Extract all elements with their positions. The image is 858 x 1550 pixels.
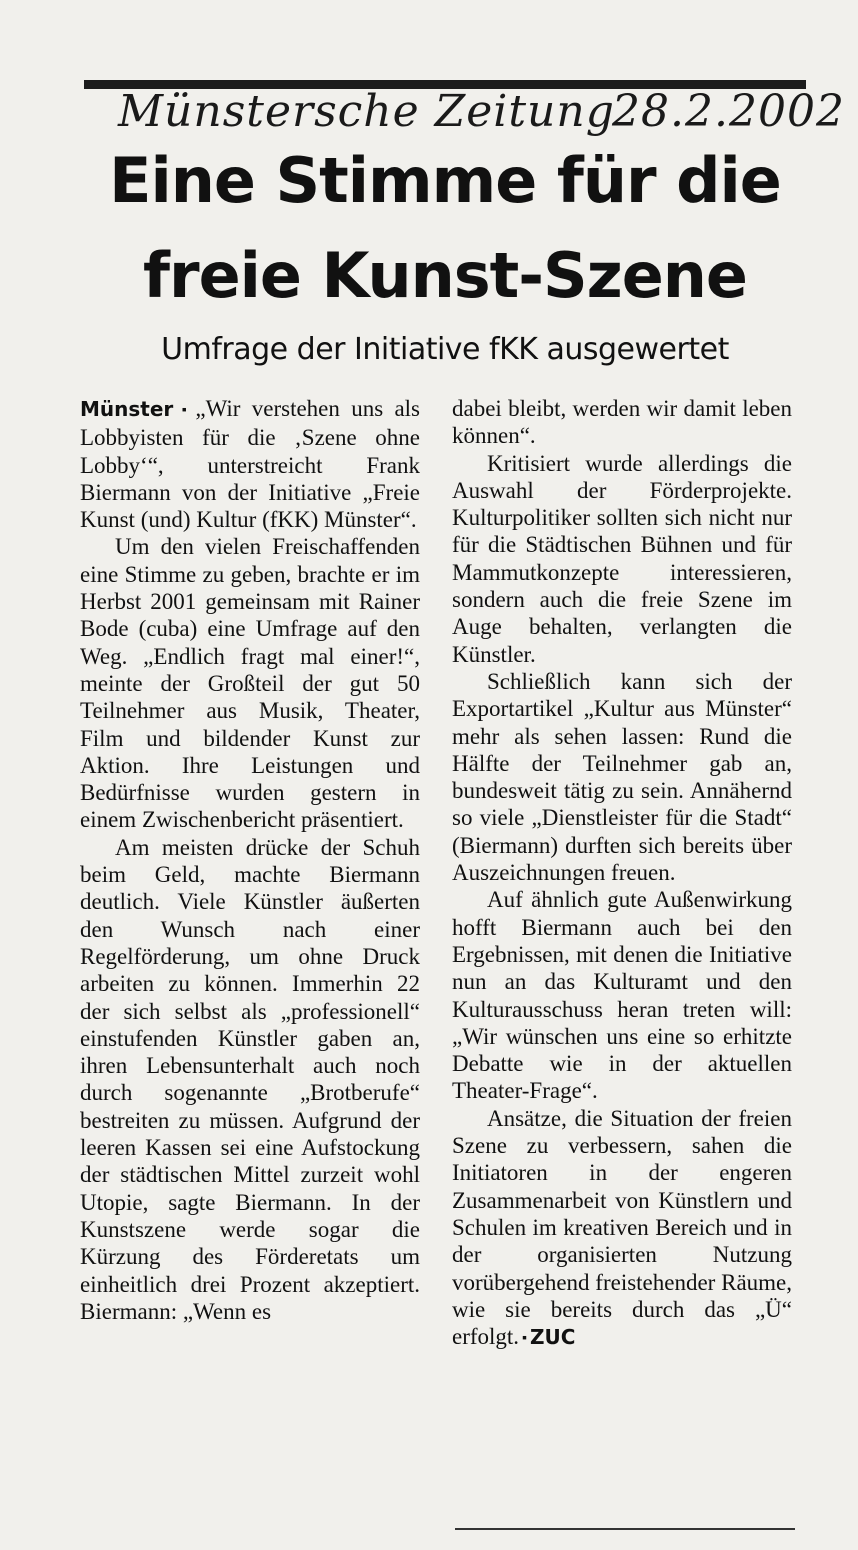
dateline: Münster [80,397,174,421]
article-paragraph: Schließlich kann sich der Exportartikel „Kultur aus Münster“ mehr als sehen lassen: Rund die Hälfte der Teilnehmer gab an, bundesweit tätig zu sein. Annähernd so viele „Dienstleister für die Stadt“ (Biermann) durften sich bereits über Auszeichnungen freuen. [452,668,792,886]
handwritten-date-note: 28.2.2002 [612,86,845,137]
author-tag: ZUC [530,1325,576,1350]
paragraph-text: Ansätze, die Situation der freien Szene zu verbessern, sahen die Initiatoren in der engeren Zusammenarbeit von Künstlern und Schulen im kreativen Bereich und in der organisierten Nutzung vorübergehend freistehender Räume, wie sie bereits durch das „Ü“ erfolgt. [452,1105,792,1350]
author-separator: ▪ [522,1331,528,1347]
headline-line-2: freie Kunst-Szene [143,239,747,312]
article-column-right [452,395,792,1352]
subheadline: Umfrage der Initiative fKK ausgewertet [161,332,729,367]
article-paragraph: Auf ähnlich gute Außenwirkung hofft Biermann auch bei den Ergebnissen, mit denen die Initiative nun an das Kulturamt und den Kulturausschuss heran treten will: „Wir wünschen uns eine so erhitzte Debatte wie in der aktuellen Theater-Frage“. [452,887,792,1104]
dateline-separator: ▪ [176,403,193,418]
article-paragraph: dabei bleibt, werden wir damit leben können“. [452,396,792,449]
article-paragraph [452,1105,792,1353]
headline-line-1: Eine Stimme für die [109,144,781,217]
article-paragraph: Um den vielen Freischaffenden eine Stimme zu geben, brachte er im Herbst 2001 gemeinsam mit Rainer Bode (cuba) eine Umfrage auf den Weg. „Endlich fragt mal einer!“, meinte der Großteil der gut 50 Teilnehmer aus Musik, Theater, Film und bildender Kunst zur Aktion. Ihre Leistungen und Bedürfnisse wurden gestern in einem Zwischenbericht präsentiert. [80,534,420,833]
paragraph-text: „Wir verstehen uns als Lobbyisten für die ‚Szene ohne Lobby‘“, unterstreicht Frank Biermann von der Initiative „Freie Kunst (und) Kultur (fKK) Münster“. [80,396,421,533]
article-paragraph: Am meisten drücke der Schuh beim Geld, machte Biermann deutlich. Viele Künstler äußerten den Wunsch nach einer Regelförderung, um ohne Druck arbeiten zu können. Immerhin 22 der sich selbst als „professionell“ einstufenden Künstler gaben an, ihren Lebensunterhalt auch noch durch sogenannte „Brotberufe“ bestreiten zu müssen. Aufgrund der leeren Kassen sei eine Aufstockung der städtischen Mittel zurzeit wohl Utopie, sagte Biermann. In der Kunstszene werde sogar die Kürzung des Förderetats um einheitlich drei Prozent akzeptiert. Biermann: „Wenn es [80,834,420,1324]
article-paragraph: Kritisiert wurde allerdings die Auswahl der Förderprojekte. Kulturpolitiker sollten sich nicht nur für die Städtischen Bühnen und für Mammutkonzepte interessieren, sondern auch die freie Szene im Auge behalten, verlangten die Künstler. [452,450,792,667]
handwritten-source-note: Münstersche Zeitung [118,86,615,137]
bottom-rule [455,1528,795,1530]
article-paragraph [80,395,420,533]
article-column-left [80,395,420,1325]
